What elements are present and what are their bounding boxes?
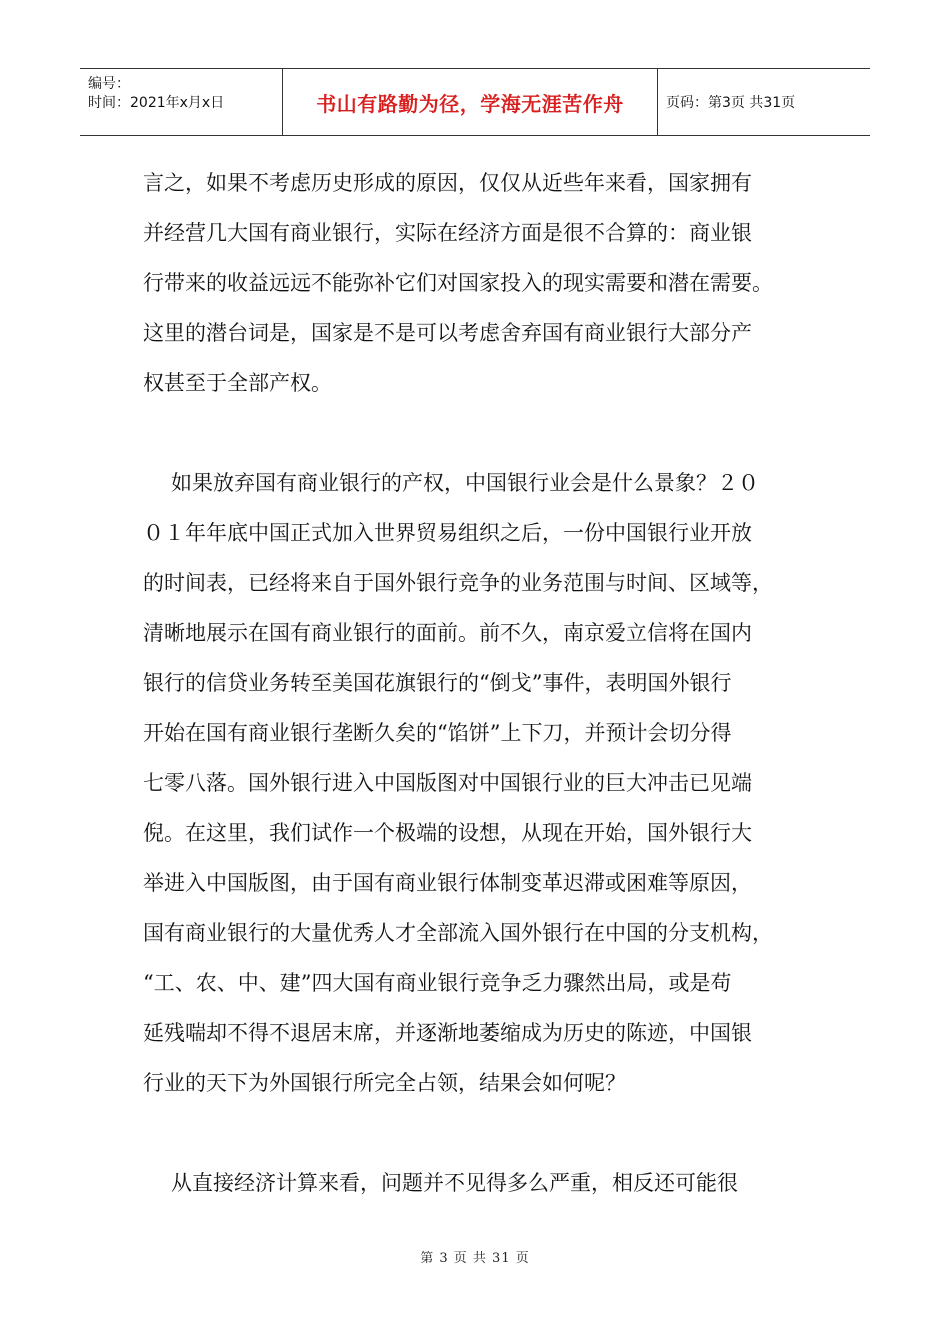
paragraph-gap xyxy=(143,408,823,458)
header-motto: 书山有路勤为径，学海无涯苦作舟 xyxy=(283,69,658,135)
body-line: 从直接经济计算来看，问题并不见得多么严重，相反还可能很 xyxy=(171,1171,738,1195)
page-header xyxy=(80,68,870,136)
document-number-label: 编号： xyxy=(88,76,130,92)
body-line: 行业的天下为外国银行所完全占领，结果会如何呢？ xyxy=(143,1071,626,1095)
document-date-label: 时间：2021年x月x日 xyxy=(88,95,225,111)
body-line: 倪。在这里，我们试作一个极端的设想，从现在开始，国外银行大 xyxy=(143,821,752,845)
body-line: 清晰地展示在国有商业银行的面前。前不久，南京爱立信将在国内 xyxy=(143,621,752,645)
body-line: 并经营几大国有商业银行，实际在经济方面是很不合算的：商业银 xyxy=(143,221,752,245)
body-line: 延残喘却不得不退居末席，并逐渐地萎缩成为历史的陈迹，中国银 xyxy=(143,1021,752,1045)
body-line: 权甚至于全部产权。 xyxy=(143,371,332,395)
body-line: 七零八落。国外银行进入中国版图对中国银行业的巨大冲击已见端 xyxy=(143,771,752,795)
body-line: 举进入中国版图，由于国有商业银行体制变革迟滞或困难等原因， xyxy=(143,871,752,895)
body-line: 的时间表，已经将来自于国外银行竞争的业务范围与时间、区域等， xyxy=(143,571,773,595)
body-line: “工、农、中、建”四大国有商业银行竞争乏力骤然出局，或是苟 xyxy=(143,971,732,995)
header-page-info: 页码：第3页 共31页 xyxy=(666,95,796,111)
body-line: 这里的潜台词是，国家是不是可以考虑舍弃国有商业银行大部分产 xyxy=(143,321,752,345)
body-line: 开始在国有商业银行垄断久矣的“馅饼”上下刀，并预计会切分得 xyxy=(143,721,732,745)
document-body xyxy=(143,158,823,1208)
header-meta xyxy=(80,69,283,135)
body-line: 如果放弃国有商业银行的产权，中国银行业会是什么景象？２０ xyxy=(171,471,759,495)
body-line: 国有商业银行的大量优秀人才全部流入国外银行在中国的分支机构， xyxy=(143,921,773,945)
body-line: 行带来的收益远远不能弥补它们对国家投入的现实需要和潜在需要。 xyxy=(143,271,773,295)
body-line: 言之，如果不考虑历史形成的原因，仅仅从近些年来看，国家拥有 xyxy=(143,171,752,195)
paragraph-gap xyxy=(143,1108,823,1158)
body-line: ０１年年底中国正式加入世界贸易组织之后，一份中国银行业开放 xyxy=(143,521,752,545)
page-footer: 第 3 页 共 31 页 xyxy=(420,1251,530,1266)
body-line: 银行的信贷业务转至美国花旗银行的“倒戈”事件，表明国外银行 xyxy=(143,671,732,695)
